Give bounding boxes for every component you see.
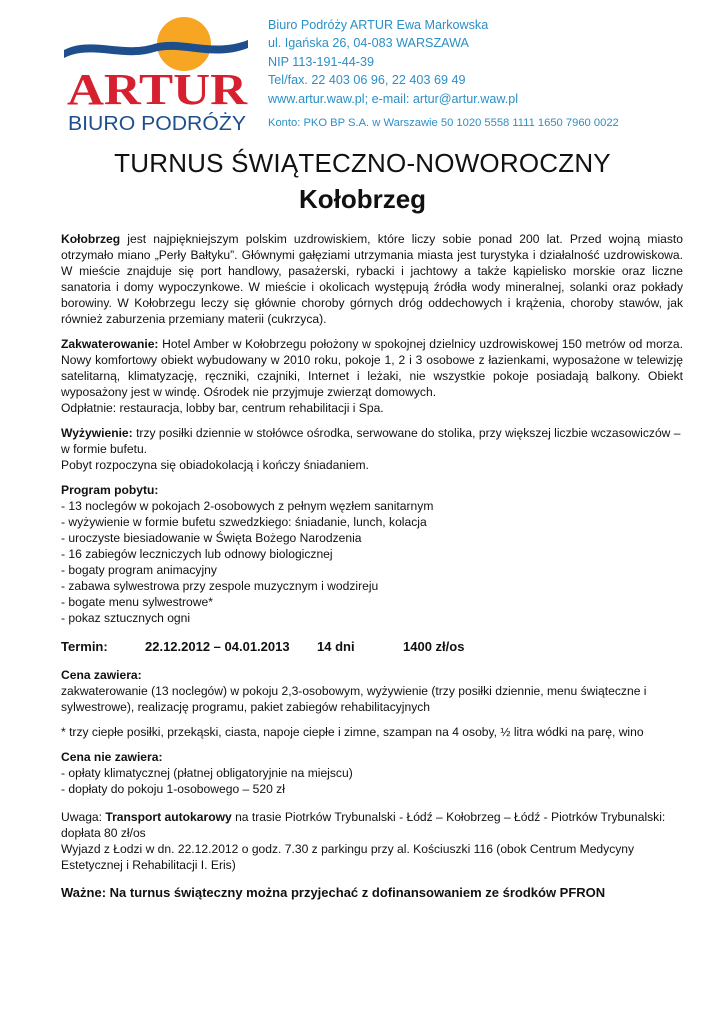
company-bank-account: Konto: PKO BP S.A. w Warszawie 50 1020 5558 1111 1650 7960 0022 (268, 117, 619, 130)
term-row (61, 638, 683, 655)
offer-content (61, 231, 683, 901)
meals-label: Wyżywienie: (61, 426, 133, 440)
accommodation-text: Hotel Amber w Kołobrzegu położony w spokojnej dzielnicy uzdrowiskowej 150 metrów od morza. Nowy komfortowy obiekt wybudowany w 2010 roku, pokoje 1, 2 i 3 osobowe z łazienkami, wyposażone w telewizję satelitarną, klimatyzację, ręczniki, czajniki, Internet i leżaki, nie wszystkie pokoje posiadają balkony. Obiekt wyposażony jest w windę. Ośrodek nie przyjmuje zwierząt domowych. (61, 337, 683, 399)
wave-icon (64, 40, 248, 58)
important-note: Ważne: Na turnus świąteczny można przyjechać z dofinansowaniem ze środków PFRON (61, 885, 606, 900)
transport-prefix: Uwaga: (61, 810, 106, 824)
program-item: - bogate menu sylwestrowe* (61, 595, 213, 609)
includes-footnote: * trzy ciepłe posiłki, przekąski, ciasta, napoje ciepłe i zimne, szampan na 4 osoby, ½ litra wódki na parę, wino (61, 725, 644, 739)
accommodation-label: Zakwaterowanie: (61, 337, 159, 351)
meals-text: trzy posiłki dziennie w stołówce ośrodka, serwowane do stolika, przy większej liczbie wczasowiczów – w formie bufetu. (61, 426, 681, 456)
logo-brand: ARTUR (67, 65, 249, 114)
program-item: - bogaty program animacyjny (61, 563, 217, 577)
page-title: TURNUS ŚWIĄTECZNO-NOWOROCZNY (114, 148, 611, 178)
excludes-item: - opłaty klimatycznej (płatnej obligatoryjnie na miejscu) (61, 766, 353, 780)
artur-logo (62, 14, 252, 136)
company-nip: NIP 113-191-44-39 (268, 54, 374, 69)
program-item: - zabawa sylwestrowa przy zespole muzycznym i wodzireju (61, 579, 379, 593)
meals-note: Pobyt rozpoczyna się obiadokolacją i kończy śniadaniem. (61, 458, 369, 472)
transport-departure: Wyjazd z Łodzi w dn. 22.12.2012 o godz. 7.30 z parkingu przy al. Kościuszki 116 (obok Centrum Medycyny Estetycznej i Rehabilitacji I. Eris) (61, 842, 635, 872)
includes-text: zakwaterowanie (13 noclegów) w pokoju 2,3-osobowym, wyżywienie (trzy posiłki dziennie, menu świąteczne i sylwestrowe), realizację programu, pakiet zabiegów rehabilitacyjnych (61, 684, 647, 714)
intro-paragraph (61, 231, 683, 327)
intro-lead: Kołobrzeg (61, 232, 121, 246)
transport-text: na trasie Piotrków Trybunalski - Łódź – Kołobrzeg – Łódź - Piotrków Trybunalski: dopłata 80 zł/os (61, 810, 666, 840)
company-phone: Tel/fax. 22 403 06 96, 22 403 69 49 (268, 73, 466, 88)
program-item: - wyżywienie w formie bufetu szwedzkiego: śniadanie, lunch, kolacja (61, 515, 427, 529)
program-item: - 16 zabiegów leczniczych lub odnowy biologicznej (61, 547, 333, 561)
term-dates: 22.12.2012 – 04.01.2013 (145, 639, 290, 654)
company-info (268, 16, 708, 132)
term-price: 1400 zł/os (403, 639, 465, 654)
company-name: Biuro Podróży ARTUR Ewa Markowska (268, 18, 489, 32)
program-label: Program pobytu: (61, 483, 159, 497)
term-label: Termin: (61, 639, 108, 654)
accommodation-paragraph (61, 336, 683, 400)
page-subtitle: Kołobrzeg (298, 184, 427, 214)
program-item: - uroczyste biesiadowanie w Święta Bożego Narodzenia (61, 531, 362, 545)
term-days: 14 dni (317, 639, 355, 654)
excludes-label: Cena nie zawiera: (61, 750, 163, 764)
excludes-item: - dopłaty do pokoju 1-osobowego – 520 zł (61, 782, 285, 796)
transport-bold: Transport autokarowy (105, 810, 232, 824)
includes-label: Cena zawiera: (61, 668, 142, 682)
transport-paragraph (61, 809, 683, 841)
intro-text: jest najpiękniejszym polskim uzdrowiskiem, które liczy sobie ponad 200 lat. Przed wojną miasto otrzymało miano „Perły Bałtyku”. Głównymi gałęziami utrzymania miasta jest turystyka i działalność uzdrowiskowa. W mieście znajduje się port handlowy, pasażerski, rybacki i jachtowy a także kąpielisko morskie oraz liczne sanatoria i domy wypoczynkowe. W mieście i okolicach występują źródła wody mineralnej, solanki oraz pokłady borowiny. W Kołobrzegu leczy się głównie choroby górnych dróg oddechowych i krążenia, choroby stawów, jak również zaburzenia przemiany materii (cukrzyca). (61, 232, 683, 326)
company-address: ul. Igańska 26, 04-083 WARSZAWA (268, 36, 469, 51)
meals-paragraph (61, 425, 683, 457)
company-web-email[interactable]: www.artur.waw.pl; e-mail: artur@artur.waw.pl (268, 91, 519, 106)
program-item: - pokaz sztucznych ogni (61, 611, 191, 625)
accommodation-paid: Odpłatnie: restauracja, lobby bar, centrum rehabilitacji i Spa. (61, 401, 384, 415)
logo-tagline: BIURO PODRÓŻY (68, 113, 236, 135)
program-list (61, 498, 683, 626)
program-item: - 13 noclegów w pokojach 2-osobowych z pełnym węzłem sanitarnym (61, 499, 434, 513)
